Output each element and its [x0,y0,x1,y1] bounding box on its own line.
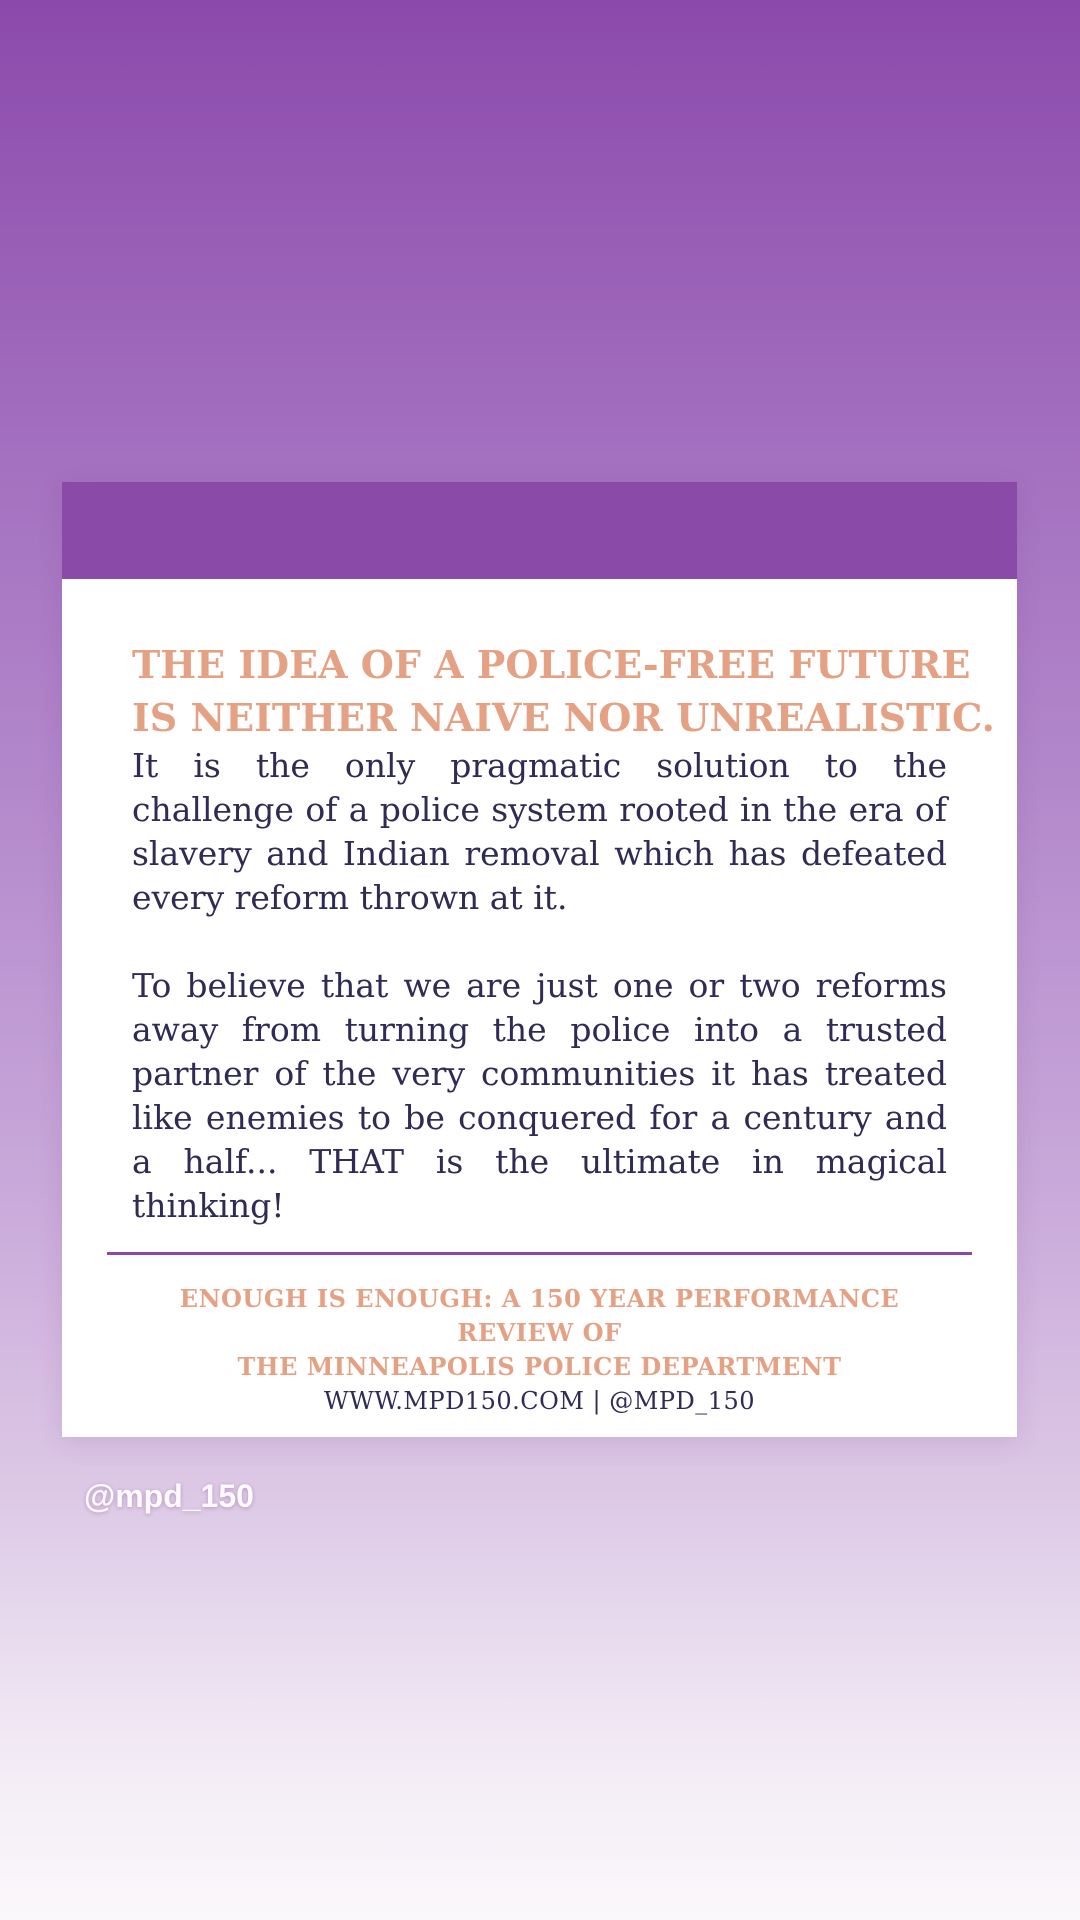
footer-title-line: THE MINNEAPOLIS POLICE DEPARTMENT [237,1352,842,1381]
headline-line: THE IDEA OF A POLICE-FREE FUTURE [132,642,971,687]
card-divider [107,1252,972,1255]
footer-title-line: ENOUGH IS ENOUGH: A 150 YEAR PERFORMANCE REVIEW OF [179,1284,900,1347]
body-paragraph-2: To believe that we are just one or two reforms away from turning the police into a trusted partner of the very communities it has treated like enemies to be conquered for a century and a half... THAT is the ultimate in magical thinking! [132,966,947,1225]
headline-line: IS NEITHER NAIVE NOR UNREALISTIC. [132,695,995,740]
headline [132,638,995,744]
username-tag[interactable]: @mpd_150 [84,1478,254,1514]
card-footer [132,1282,947,1418]
card-content [132,638,995,1228]
quote-card [62,482,1017,1437]
footer-links: WWW.MPD150.COM | @MPD_150 [323,1387,756,1415]
body-paragraph-1: It is the only pragmatic solution to the challenge of a police system rooted in the era of slavery and Indian removal which has defeated every reform thrown at it. [132,746,947,917]
card-header-band [62,482,1017,579]
